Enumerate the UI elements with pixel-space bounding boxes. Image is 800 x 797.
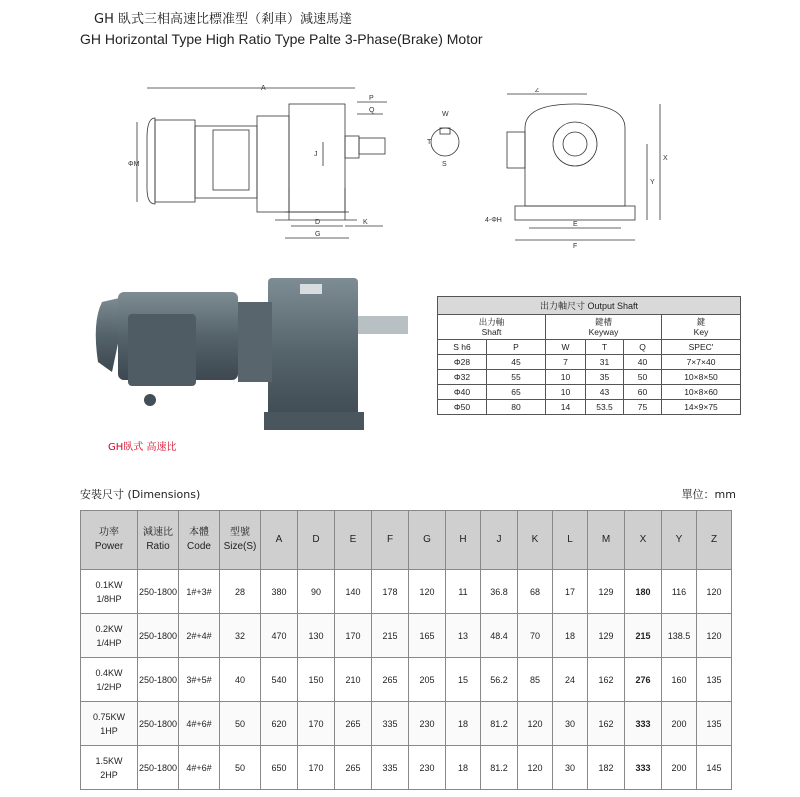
dimension-cell: 40	[220, 658, 261, 702]
shaft-column-header: P	[487, 340, 546, 355]
power-cell: 0.75KW 1HP	[81, 702, 138, 746]
shaft-cell: 10	[546, 370, 586, 385]
dimension-cell: 150	[298, 658, 335, 702]
dimension-cell: 28	[220, 570, 261, 614]
dimension-cell: 50	[220, 746, 261, 790]
dimension-cell: 335	[372, 702, 409, 746]
svg-text:W: W	[442, 111, 449, 118]
shaft-column-header: S h6	[438, 340, 487, 355]
dimension-cell: 120	[697, 614, 732, 658]
shaft-cell: 80	[487, 400, 546, 415]
dimension-cell: 32	[220, 614, 261, 658]
dimension-cell: 135	[697, 658, 732, 702]
dimension-cell: 24	[553, 658, 588, 702]
shaft-cell: 43	[586, 385, 624, 400]
dimension-cell: 18	[553, 614, 588, 658]
dimension-cell: 265	[335, 746, 372, 790]
dimension-cell: 540	[261, 658, 298, 702]
title-english: GH Horizontal Type High Ratio Type Palte 3-Phase(Brake) Motor	[80, 31, 483, 47]
dimension-cell: 215	[372, 614, 409, 658]
svg-text:S: S	[442, 161, 447, 168]
shaft-cell: 10	[546, 385, 586, 400]
svg-text:X: X	[663, 155, 668, 162]
dimension-cell: 230	[409, 702, 446, 746]
dimension-cell: 145	[697, 746, 732, 790]
dimension-column-header: K	[518, 511, 553, 570]
dimension-cell: 120	[518, 702, 553, 746]
dimension-row	[81, 746, 732, 790]
dimension-cell: 56.2	[481, 658, 518, 702]
dimension-column-header: J	[481, 511, 518, 570]
svg-text:Z: Z	[535, 88, 540, 94]
dimension-cell: 70	[518, 614, 553, 658]
dimension-cell: 250-1800	[138, 746, 179, 790]
dimension-row	[81, 570, 732, 614]
shaft-cell: 75	[624, 400, 662, 415]
dimension-cell: 140	[335, 570, 372, 614]
power-cell: 0.2KW 1/4HP	[81, 614, 138, 658]
shaft-cell: 35	[586, 370, 624, 385]
dimension-cell: 205	[409, 658, 446, 702]
dimension-cell: 15	[446, 658, 481, 702]
dimension-cell: 250-1800	[138, 614, 179, 658]
shaft-table-row	[438, 400, 741, 415]
svg-text:A: A	[261, 85, 266, 92]
dimension-cell: 380	[261, 570, 298, 614]
svg-text:E: E	[573, 221, 578, 228]
dimension-cell: 3#+5#	[179, 658, 220, 702]
dimension-cell: 200	[662, 702, 697, 746]
shaft-cell: Φ40	[438, 385, 487, 400]
dimension-cell: 333	[625, 702, 662, 746]
dimension-cell: 30	[553, 746, 588, 790]
shaft-cell: 10×8×60	[662, 385, 741, 400]
dimension-cell: 116	[662, 570, 697, 614]
dimension-cell: 90	[298, 570, 335, 614]
dimension-cell: 129	[588, 614, 625, 658]
dimension-column-header: 功率 Power	[81, 511, 138, 570]
shaft-cell: Φ28	[438, 355, 487, 370]
shaft-cell: 14	[546, 400, 586, 415]
dimension-row	[81, 702, 732, 746]
shaft-group: 出力軸 Shaft	[438, 315, 546, 340]
key-group: 鍵 Key	[662, 315, 741, 340]
svg-text:Q: Q	[369, 107, 375, 114]
power-cell: 0.4KW 1/2HP	[81, 658, 138, 702]
shaft-cell: 7×7×40	[662, 355, 741, 370]
shaft-cell: 40	[624, 355, 662, 370]
shaft-table-row	[438, 370, 741, 385]
output-shaft-table	[437, 296, 741, 415]
dimension-column-header: Z	[697, 511, 732, 570]
shaft-cell: Φ50	[438, 400, 487, 415]
dimension-cell: 470	[261, 614, 298, 658]
dimension-cell: 18	[446, 702, 481, 746]
dimension-cell: 85	[518, 658, 553, 702]
dimension-row	[81, 614, 732, 658]
shaft-cell: 31	[586, 355, 624, 370]
dimension-cell: 335	[372, 746, 409, 790]
shaft-cell: 55	[487, 370, 546, 385]
shaft-cell: 53.5	[586, 400, 624, 415]
keyway-detail-drawing	[425, 108, 475, 180]
dimension-cell: 230	[409, 746, 446, 790]
dimension-cell: 50	[220, 702, 261, 746]
dimension-cell: 120	[697, 570, 732, 614]
dimension-cell: 162	[588, 658, 625, 702]
shaft-table-title: 出力軸尺寸 Output Shaft	[438, 297, 741, 315]
dimension-cell: 2#+4#	[179, 614, 220, 658]
shaft-cell: Φ32	[438, 370, 487, 385]
dimension-cell: 4#+6#	[179, 702, 220, 746]
title-chinese: GH 臥式三相高速比標准型（剎車）減速馬達	[94, 12, 352, 27]
dimension-cell: 138.5	[662, 614, 697, 658]
dimension-cell: 265	[335, 702, 372, 746]
dimension-cell: 4#+6#	[179, 746, 220, 790]
dimension-column-header: H	[446, 511, 481, 570]
dimension-cell: 30	[553, 702, 588, 746]
dimensions-title: 安裝尺寸 (Dimensions)	[80, 488, 201, 501]
dimension-cell: 13	[446, 614, 481, 658]
dimension-cell: 36.8	[481, 570, 518, 614]
side-view-drawing	[125, 78, 405, 248]
dimension-cell: 130	[298, 614, 335, 658]
svg-text:J: J	[314, 151, 318, 158]
dimension-cell: 1#+3#	[179, 570, 220, 614]
dimension-cell: 81.2	[481, 746, 518, 790]
shaft-cell: 60	[624, 385, 662, 400]
dimension-cell: 265	[372, 658, 409, 702]
front-view-drawing	[485, 88, 685, 248]
dimension-cell: 68	[518, 570, 553, 614]
dimension-cell: 11	[446, 570, 481, 614]
dimension-cell: 170	[298, 746, 335, 790]
dimension-cell: 120	[518, 746, 553, 790]
svg-text:T: T	[427, 139, 432, 146]
dimension-cell: 170	[335, 614, 372, 658]
dimension-cell: 210	[335, 658, 372, 702]
dimension-column-header: 本體 Code	[179, 511, 220, 570]
dimension-cell: 48.4	[481, 614, 518, 658]
dimension-cell: 182	[588, 746, 625, 790]
shaft-column-header: Q	[624, 340, 662, 355]
svg-text:Y: Y	[650, 179, 655, 186]
dimension-column-header: M	[588, 511, 625, 570]
dimension-column-header: F	[372, 511, 409, 570]
dimension-cell: 620	[261, 702, 298, 746]
dimension-cell: 215	[625, 614, 662, 658]
dimension-column-header: A	[261, 511, 298, 570]
dimension-column-header: X	[625, 511, 662, 570]
power-cell: 1.5KW 2HP	[81, 746, 138, 790]
shaft-table-row	[438, 385, 741, 400]
svg-text:4-ΦH: 4-ΦH	[485, 217, 502, 224]
dimension-cell: 170	[298, 702, 335, 746]
shaft-cell: 45	[487, 355, 546, 370]
dimension-cell: 129	[588, 570, 625, 614]
dimension-cell: 180	[625, 570, 662, 614]
shaft-cell: 65	[487, 385, 546, 400]
shaft-column-header: T	[586, 340, 624, 355]
svg-text:G: G	[315, 231, 321, 238]
dimension-cell: 135	[697, 702, 732, 746]
dimension-cell: 160	[662, 658, 697, 702]
shaft-cell: 10×8×50	[662, 370, 741, 385]
dimension-cell: 178	[372, 570, 409, 614]
dimension-column-header: Y	[662, 511, 697, 570]
dimension-cell: 250-1800	[138, 658, 179, 702]
shaft-column-header: W	[546, 340, 586, 355]
dimension-cell: 120	[409, 570, 446, 614]
dimension-column-header: D	[298, 511, 335, 570]
shaft-column-header: SPEC'	[662, 340, 741, 355]
dimension-cell: 200	[662, 746, 697, 790]
dimension-column-header: E	[335, 511, 372, 570]
shaft-cell: 14×9×75	[662, 400, 741, 415]
dimension-cell: 650	[261, 746, 298, 790]
dimension-cell: 165	[409, 614, 446, 658]
dimensions-unit: 單位：mm	[681, 488, 736, 501]
photo-caption: GH臥式 高速比	[108, 442, 177, 453]
dimension-cell: 18	[446, 746, 481, 790]
dimension-cell: 162	[588, 702, 625, 746]
dimension-column-header: L	[553, 511, 588, 570]
dimension-cell: 17	[553, 570, 588, 614]
gear-motor-photo	[88, 262, 418, 442]
svg-text:D: D	[315, 219, 321, 226]
power-cell: 0.1KW 1/8HP	[81, 570, 138, 614]
dimension-row	[81, 658, 732, 702]
dimension-cell: 276	[625, 658, 662, 702]
shaft-table-row	[438, 355, 741, 370]
svg-text:F: F	[573, 243, 578, 248]
dimension-column-header: 型號 Size(S)	[220, 511, 261, 570]
dimension-column-header: G	[409, 511, 446, 570]
svg-text:P: P	[369, 95, 374, 102]
dimension-cell: 250-1800	[138, 702, 179, 746]
dimension-cell: 81.2	[481, 702, 518, 746]
dimensions-table	[80, 510, 732, 790]
dimension-cell: 250-1800	[138, 570, 179, 614]
svg-text:ΦM: ΦM	[128, 161, 140, 168]
dimension-cell: 333	[625, 746, 662, 790]
dimension-column-header: 減速比 Ratio	[138, 511, 179, 570]
shaft-cell: 50	[624, 370, 662, 385]
keyway-group: 鍵槽 Keyway	[546, 315, 662, 340]
shaft-cell: 7	[546, 355, 586, 370]
svg-text:K: K	[363, 219, 368, 226]
